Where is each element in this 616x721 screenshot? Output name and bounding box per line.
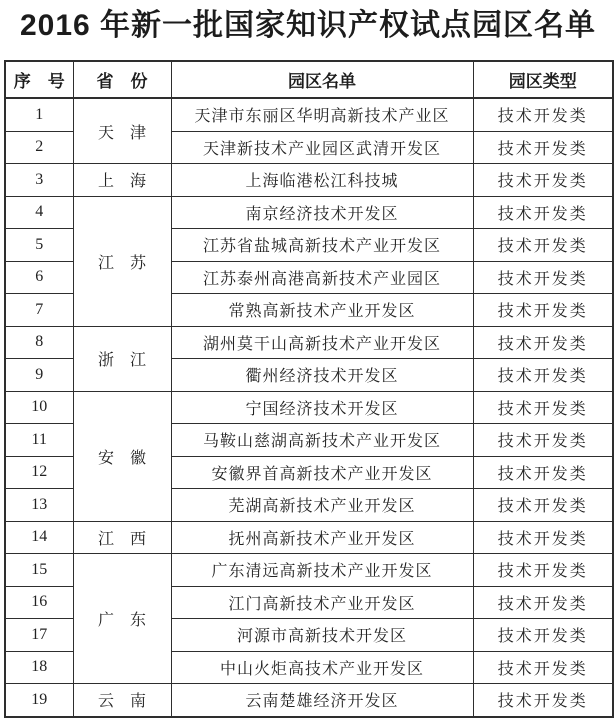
row-number: 5 [5,229,73,262]
row-number: 7 [5,294,73,327]
park-type: 技术开发类 [473,294,613,327]
park-name: 天津新技术产业园区武清开发区 [171,131,473,164]
row-number: 18 [5,651,73,684]
row-number: 2 [5,131,73,164]
park-type: 技术开发类 [473,359,613,392]
park-name: 天津市东丽区华明高新技术产业区 [171,98,473,131]
park-type: 技术开发类 [473,684,613,717]
row-number: 11 [5,424,73,457]
header-park-type: 园区类型 [473,61,613,98]
row-number: 13 [5,489,73,522]
park-list-table [4,60,614,718]
table-row [5,684,613,717]
province-cell-anhui: 安 徽 [73,391,171,521]
park-type: 技术开发类 [473,521,613,554]
row-number: 3 [5,164,73,197]
park-name: 衢州经济技术开发区 [171,359,473,392]
park-type: 技术开发类 [473,131,613,164]
row-number: 12 [5,456,73,489]
park-name: 芜湖高新技术产业开发区 [171,489,473,522]
table-row [5,98,613,131]
table-row [5,196,613,229]
table-row [5,326,613,359]
park-name: 常熟高新技术产业开发区 [171,294,473,327]
park-name: 广东清远高新技术产业开发区 [171,554,473,587]
park-name: 云南楚雄经济开发区 [171,684,473,717]
table-header-row [5,61,613,98]
park-name: 河源市高新技术开发区 [171,619,473,652]
table-row [5,554,613,587]
park-name: 宁国经济技术开发区 [171,391,473,424]
park-type: 技术开发类 [473,326,613,359]
park-name: 中山火炬高技术产业开发区 [171,651,473,684]
table-row [5,391,613,424]
province-cell-guangdong: 广 东 [73,554,171,684]
park-name: 江门高新技术产业开发区 [171,586,473,619]
row-number: 14 [5,521,73,554]
page-title: 2016 年新一批国家知识产权试点园区名单 [19,9,597,42]
park-type: 技术开发类 [473,424,613,457]
table-row [5,521,613,554]
park-type: 技术开发类 [473,489,613,522]
row-number: 6 [5,261,73,294]
table-row [5,164,613,197]
park-type: 技术开发类 [473,196,613,229]
province-cell-zhejiang: 浙 江 [73,326,171,391]
park-type: 技术开发类 [473,164,613,197]
row-number: 8 [5,326,73,359]
park-name: 江苏泰州高港高新技术产业园区 [171,261,473,294]
row-number: 4 [5,196,73,229]
park-name: 安徽界首高新技术产业开发区 [171,456,473,489]
row-number: 17 [5,619,73,652]
province-cell-yunnan: 云 南 [73,684,171,717]
park-name: 马鞍山慈湖高新技术产业开发区 [171,424,473,457]
park-type: 技术开发类 [473,651,613,684]
park-name: 上海临港松江科技城 [171,164,473,197]
row-number: 9 [5,359,73,392]
park-name: 江苏省盐城高新技术产业开发区 [171,229,473,262]
row-number: 16 [5,586,73,619]
park-name: 抚州高新技术产业开发区 [171,521,473,554]
header-park-name: 园区名单 [171,61,473,98]
park-type: 技术开发类 [473,456,613,489]
row-number: 15 [5,554,73,587]
province-cell-jiangsu: 江 苏 [73,196,171,326]
park-type: 技术开发类 [473,586,613,619]
header-province: 省 份 [73,61,171,98]
park-name: 南京经济技术开发区 [171,196,473,229]
province-cell-jiangxi: 江 西 [73,521,171,554]
row-number: 1 [5,98,73,131]
park-type: 技术开发类 [473,619,613,652]
park-type: 技术开发类 [473,229,613,262]
park-type: 技术开发类 [473,391,613,424]
province-cell-tianjin: 天 津 [73,98,171,164]
province-cell-shanghai: 上 海 [73,164,171,197]
park-name: 湖州莫干山高新技术产业开发区 [171,326,473,359]
row-number: 19 [5,684,73,717]
park-type: 技术开发类 [473,261,613,294]
header-serial-number: 序 号 [5,61,73,98]
row-number: 10 [5,391,73,424]
park-type: 技术开发类 [473,98,613,131]
park-type: 技术开发类 [473,554,613,587]
